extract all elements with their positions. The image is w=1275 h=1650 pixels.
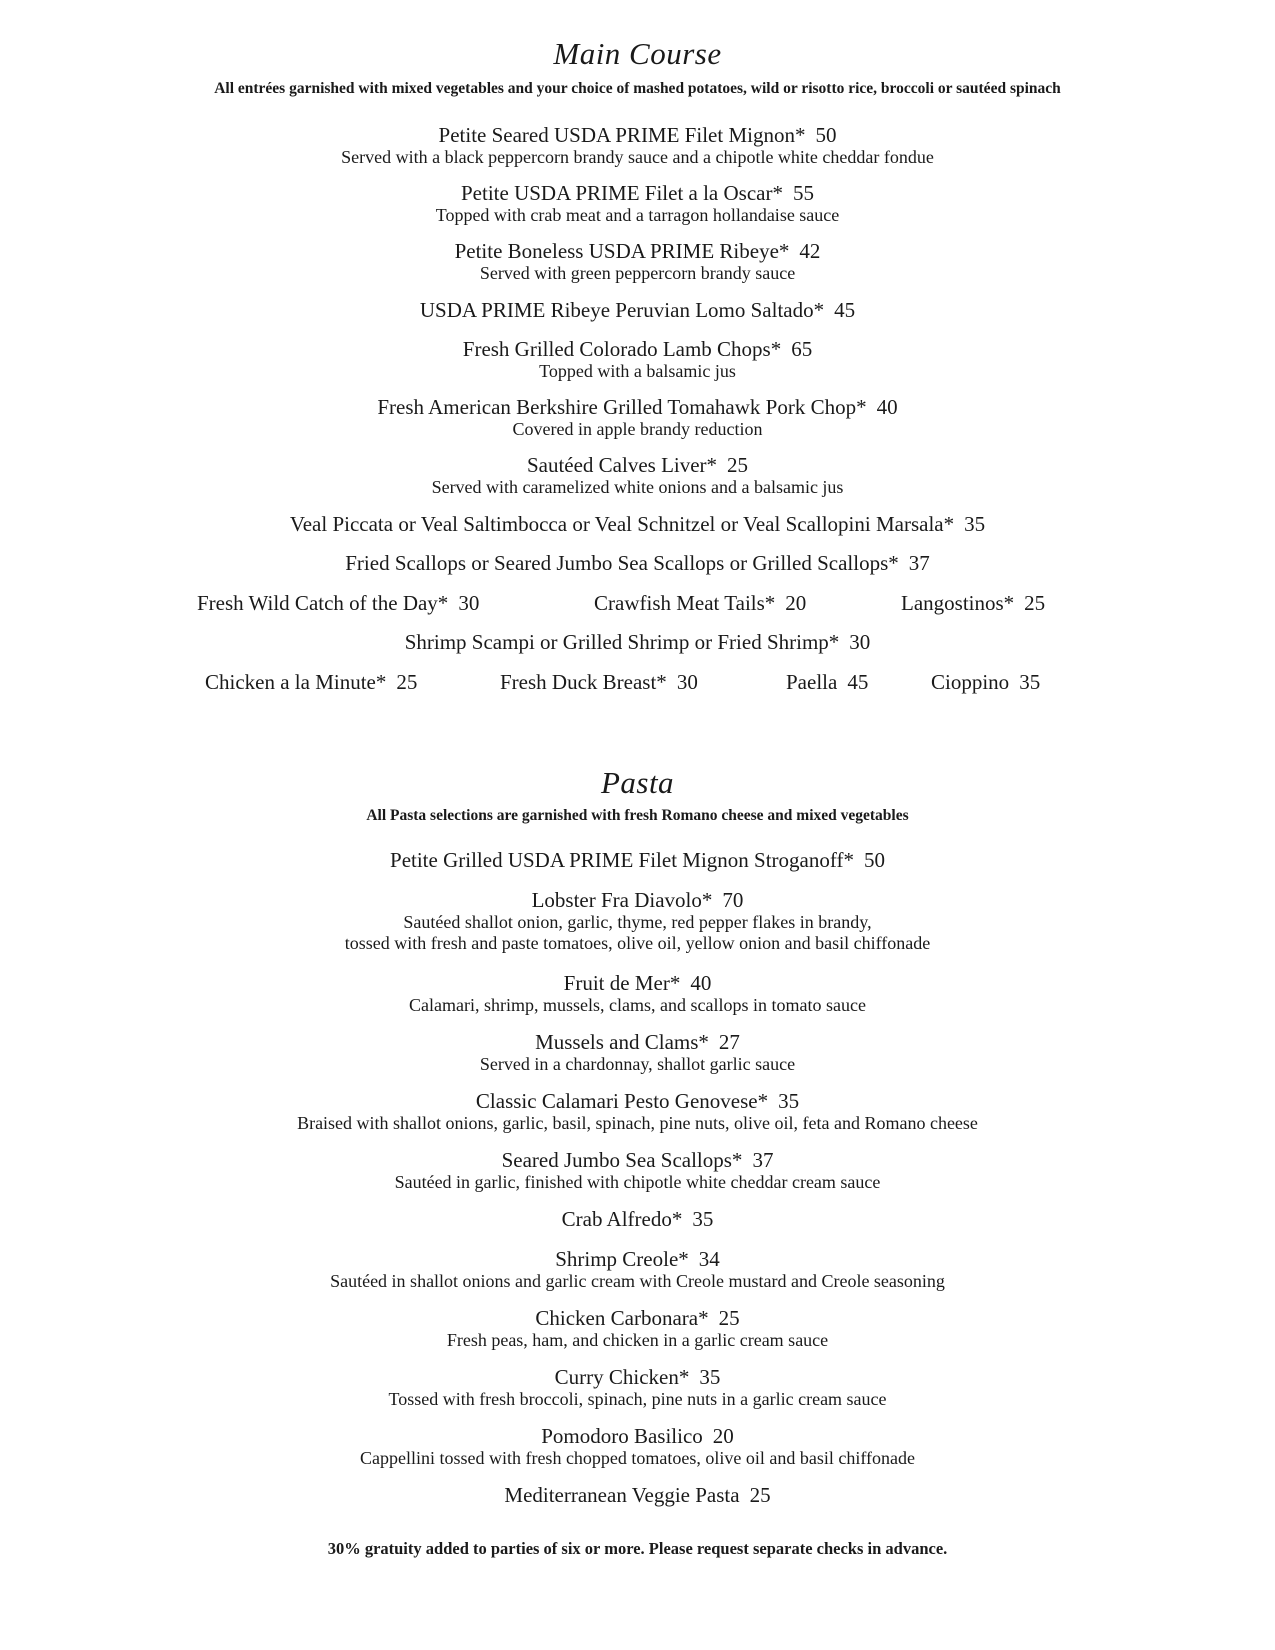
menu-item (0, 1366, 1275, 1410)
menu-item (0, 1031, 1275, 1075)
item-price: 20 (712, 1424, 734, 1448)
item-description: tossed with fresh and paste tomatoes, olive oil, yellow onion and basil chiffonade (344, 933, 931, 953)
item-name: Mussels and Clams* (535, 1030, 709, 1054)
item-name: Petite USDA PRIME Filet a la Oscar* (461, 181, 783, 205)
menu-item (0, 1090, 1275, 1134)
item-description: Sautéed in garlic, finished with chipotle white cheddar cream sauce (394, 1172, 881, 1192)
item-name: Petite Boneless USDA PRIME Ribeye* (454, 239, 790, 263)
item-name: Classic Calamari Pesto Genovese* (475, 1089, 769, 1113)
item-name: Fresh American Berkshire Grilled Tomahawk Pork Chop* (377, 395, 867, 419)
item-price: 25 (749, 1483, 771, 1507)
menu-item (0, 849, 1275, 872)
item-price: 35 (964, 512, 986, 536)
menu-item (0, 240, 1275, 284)
menu-item (0, 513, 1275, 536)
item-name: Petite Grilled USDA PRIME Filet Mignon Stroganoff* (390, 848, 854, 872)
menu-row (0, 592, 1275, 616)
menu-item (0, 338, 1275, 382)
item-price: 30 (458, 591, 480, 615)
gratuity-note: 30% gratuity added to parties of six or more. Please request separate checks in advance. (327, 1539, 948, 1558)
menu-row (0, 671, 1275, 695)
menu-item (0, 182, 1275, 226)
item-name: Seared Jumbo Sea Scallops* (501, 1148, 743, 1172)
item-price: 30 (676, 670, 698, 694)
menu-item (197, 592, 479, 615)
item-name: Lobster Fra Diavolo* (531, 888, 713, 912)
item-price: 50 (815, 123, 837, 147)
item-name: Fried Scallops or Seared Jumbo Sea Scallops or Grilled Scallops* (345, 551, 899, 575)
item-description: Braised with shallot onions, garlic, basil, spinach, pine nuts, olive oil, feta and Romano cheese (297, 1113, 978, 1133)
menu-item (0, 889, 1275, 954)
item-price: 25 (718, 1306, 740, 1330)
menu-item (205, 671, 417, 694)
item-name: Fruit de Mer* (563, 971, 681, 995)
item-description: Topped with crab meat and a tarragon hollandaise sauce (435, 205, 840, 225)
item-name: Curry Chicken* (554, 1365, 690, 1389)
item-price: 25 (396, 670, 418, 694)
item-name: Pomodoro Basilico (541, 1424, 703, 1448)
item-description: Served with green peppercorn brandy sauce (479, 263, 796, 283)
item-price: 25 (727, 453, 749, 477)
menu-item (594, 592, 806, 615)
item-price: 45 (834, 298, 856, 322)
item-name: Paella (786, 670, 838, 694)
menu-item (0, 1208, 1275, 1231)
item-description: Served with a black peppercorn brandy sauce and a chipotle white cheddar fondue (341, 147, 934, 167)
main-course-title: Main Course (553, 36, 722, 71)
menu-item (0, 1149, 1275, 1193)
item-description: Sautéed shallot onion, garlic, thyme, red pepper flakes in brandy, (403, 912, 872, 932)
item-name: USDA PRIME Ribeye Peruvian Lomo Saltado* (419, 298, 825, 322)
item-name: Chicken a la Minute* (205, 670, 387, 694)
item-price: 27 (718, 1030, 740, 1054)
menu-item (0, 631, 1275, 654)
item-name: Sautéed Calves Liver* (526, 453, 718, 477)
item-name: Shrimp Creole* (555, 1247, 689, 1271)
item-price: 37 (908, 551, 930, 575)
item-price: 35 (778, 1089, 800, 1113)
item-price: 25 (1024, 591, 1046, 615)
item-price: 40 (690, 971, 712, 995)
item-description: Calamari, shrimp, mussels, clams, and scallops in tomato sauce (409, 995, 866, 1015)
item-price: 30 (849, 630, 871, 654)
item-price: 65 (791, 337, 813, 361)
pasta-title: Pasta (600, 765, 675, 800)
item-description: Fresh peas, ham, and chicken in a garlic cream sauce (446, 1330, 829, 1350)
item-price: 55 (792, 181, 814, 205)
menu-item (0, 299, 1275, 322)
item-description: Tossed with fresh broccoli, spinach, pine nuts in a garlic cream sauce (388, 1389, 887, 1409)
menu-item (0, 124, 1275, 168)
item-price: 37 (752, 1148, 774, 1172)
main-course-note: All entrées garnished with mixed vegetables and your choice of mashed potatoes, wild or risotto rice, broccoli or sautéed spinach (214, 80, 1061, 97)
menu-item (0, 454, 1275, 498)
menu-item (0, 1484, 1275, 1507)
menu-item (931, 671, 1040, 694)
item-price: 45 (847, 670, 869, 694)
menu-item (0, 1425, 1275, 1469)
menu-item (0, 552, 1275, 575)
item-name: Langostinos* (901, 591, 1015, 615)
menu-item (0, 972, 1275, 1016)
item-description: Topped with a balsamic jus (539, 361, 736, 381)
item-price: 34 (698, 1247, 720, 1271)
item-name: Crab Alfredo* (561, 1207, 683, 1231)
item-price: 35 (699, 1365, 721, 1389)
item-description: Cappellini tossed with fresh chopped tomatoes, olive oil and basil chiffonade (359, 1448, 916, 1468)
item-description: Sautéed in shallot onions and garlic cream with Creole mustard and Creole seasoning (330, 1271, 945, 1291)
menu-item (500, 671, 698, 694)
item-name: Veal Piccata or Veal Saltimbocca or Veal Schnitzel or Veal Scallopini Marsala* (289, 512, 955, 536)
menu-item (786, 671, 868, 694)
item-description: Served with caramelized white onions and a balsamic jus (431, 477, 844, 497)
item-price: 20 (785, 591, 807, 615)
menu-item (0, 1248, 1275, 1292)
item-name: Fresh Wild Catch of the Day* (197, 591, 449, 615)
item-price: 35 (1019, 670, 1041, 694)
item-name: Crawfish Meat Tails* (594, 591, 776, 615)
item-name: Cioppino (931, 670, 1010, 694)
item-price: 50 (863, 848, 885, 872)
menu-item (901, 592, 1045, 615)
item-name: Mediterranean Veggie Pasta (504, 1483, 740, 1507)
item-name: Fresh Grilled Colorado Lamb Chops* (462, 337, 782, 361)
item-price: 35 (692, 1207, 714, 1231)
item-price: 42 (799, 239, 821, 263)
menu-item (0, 396, 1275, 440)
item-name: Chicken Carbonara* (535, 1306, 709, 1330)
item-price: 70 (722, 888, 744, 912)
item-description: Served in a chardonnay, shallot garlic sauce (479, 1054, 796, 1074)
item-name: Shrimp Scampi or Grilled Shrimp or Fried Shrimp* (404, 630, 840, 654)
pasta-note: All Pasta selections are garnished with fresh Romano cheese and mixed vegetables (366, 807, 909, 824)
item-description: Covered in apple brandy reduction (512, 419, 763, 439)
item-name: Petite Seared USDA PRIME Filet Mignon* (438, 123, 806, 147)
item-name: Fresh Duck Breast* (500, 670, 667, 694)
menu-item (0, 1307, 1275, 1351)
item-price: 40 (876, 395, 898, 419)
